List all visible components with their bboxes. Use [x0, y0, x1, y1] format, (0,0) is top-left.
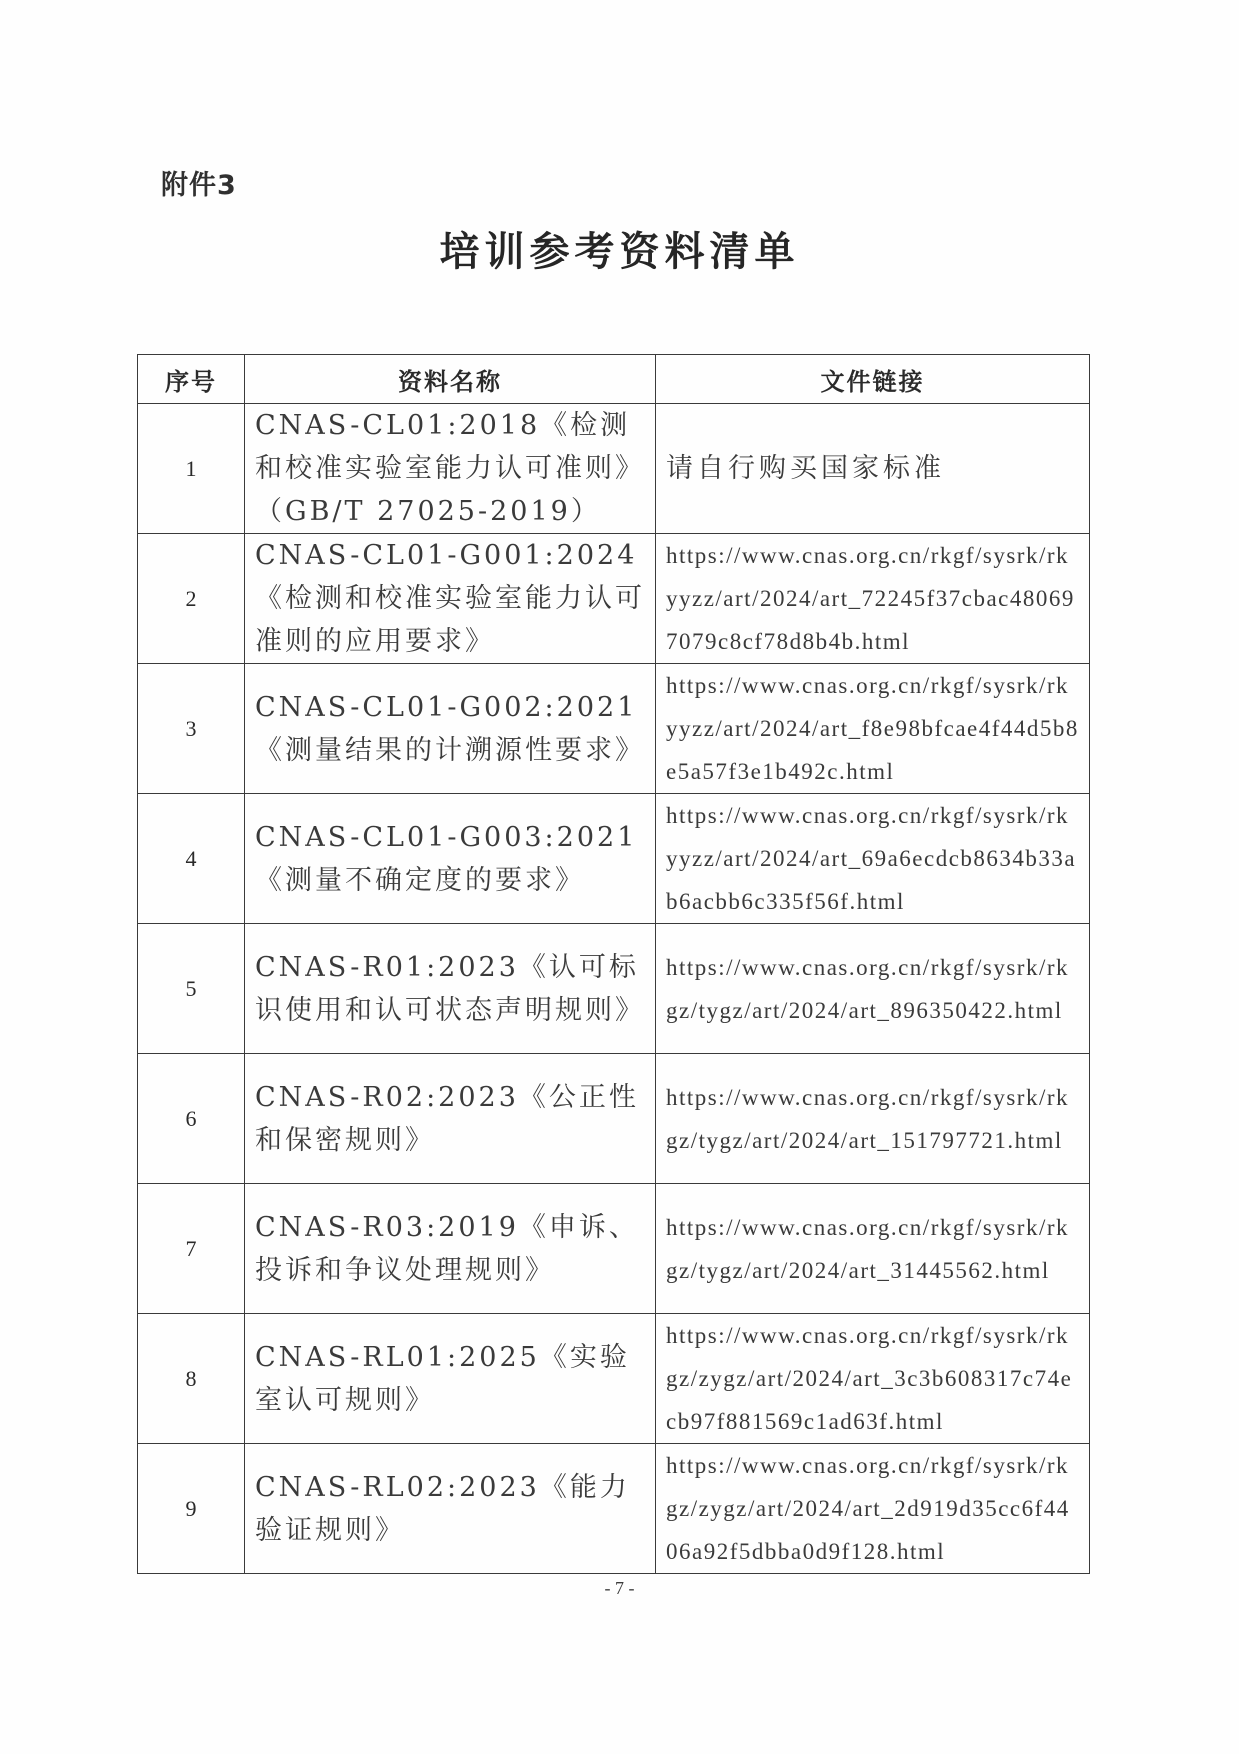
table-row — [138, 1054, 1090, 1184]
table-row — [138, 1314, 1090, 1444]
table-row — [138, 794, 1090, 924]
row-document-name: CNAS-CL01-G002:2021《测量结果的计溯源性要求》 — [245, 664, 656, 794]
row-document-name: CNAS-R02:2023《公正性和保密规则》 — [245, 1054, 656, 1184]
row-seq: 9 — [138, 1444, 245, 1574]
row-file-link[interactable]: https://www.cnas.org.cn/rkgf/sysrk/rkyyzz/art/2024/art_72245f37cbac480697079c8cf78d8b4b.html — [656, 534, 1090, 664]
page-title: 培训参考资料清单 — [439, 228, 800, 275]
row-document-name: CNAS-R03:2019《申诉、投诉和争议处理规则》 — [245, 1184, 656, 1314]
reference-table — [137, 354, 1090, 1574]
row-seq: 3 — [138, 664, 245, 794]
row-document-name: CNAS-RL01:2025《实验室认可规则》 — [245, 1314, 656, 1444]
row-seq: 7 — [138, 1184, 245, 1314]
row-document-name: CNAS-CL01-G001:2024《检测和校准实验室能力认可准则的应用要求》 — [245, 534, 656, 664]
row-document-name: CNAS-CL01:2018《检测和校准实验室能力认可准则》（GB/T 27025-2019） — [245, 404, 656, 534]
table-header-row — [138, 355, 1090, 404]
row-file-link[interactable]: https://www.cnas.org.cn/rkgf/sysrk/rkgz/zygz/art/2024/art_2d919d35cc6f4406a92f5dbba0d9f128.html — [656, 1444, 1090, 1574]
table-row — [138, 534, 1090, 664]
row-file-link[interactable]: https://www.cnas.org.cn/rkgf/sysrk/rkgz/tygz/art/2024/art_31445562.html — [656, 1184, 1090, 1314]
row-document-name: CNAS-CL01-G003:2021《测量不确定度的要求》 — [245, 794, 656, 924]
row-seq: 6 — [138, 1054, 245, 1184]
row-file-link[interactable]: https://www.cnas.org.cn/rkgf/sysrk/rkyyzz/art/2024/art_f8e98bfcae4f44d5b8e5a57f3e1b492c.html — [656, 664, 1090, 794]
column-header-seq: 序号 — [138, 355, 245, 404]
column-header-name: 资料名称 — [245, 355, 656, 404]
row-file-link[interactable]: https://www.cnas.org.cn/rkgf/sysrk/rkgz/tygz/art/2024/art_151797721.html — [656, 1054, 1090, 1184]
page-number: - 7 - — [604, 1578, 635, 1598]
row-seq: 5 — [138, 924, 245, 1054]
column-header-link: 文件链接 — [656, 355, 1090, 404]
row-document-name: CNAS-R01:2023《认可标识使用和认可状态声明规则》 — [245, 924, 656, 1054]
row-seq: 4 — [138, 794, 245, 924]
table-row — [138, 664, 1090, 794]
table-row — [138, 1184, 1090, 1314]
row-document-name: CNAS-RL02:2023《能力验证规则》 — [245, 1444, 656, 1574]
row-file-link[interactable]: https://www.cnas.org.cn/rkgf/sysrk/rkyyzz/art/2024/art_69a6ecdcb8634b33ab6acbb6c335f56f.html — [656, 794, 1090, 924]
attachment-label: 附件3 — [161, 170, 237, 201]
table-row — [138, 924, 1090, 1054]
row-seq: 2 — [138, 534, 245, 664]
table-row — [138, 404, 1090, 534]
row-file-link[interactable]: https://www.cnas.org.cn/rkgf/sysrk/rkgz/tygz/art/2024/art_896350422.html — [656, 924, 1090, 1054]
row-file-link: 请自行购买国家标准 — [656, 404, 1090, 534]
table-row — [138, 1444, 1090, 1574]
row-file-link[interactable]: https://www.cnas.org.cn/rkgf/sysrk/rkgz/zygz/art/2024/art_3c3b608317c74ecb97f881569c1ad63f.html — [656, 1314, 1090, 1444]
row-seq: 1 — [138, 404, 245, 534]
row-seq: 8 — [138, 1314, 245, 1444]
